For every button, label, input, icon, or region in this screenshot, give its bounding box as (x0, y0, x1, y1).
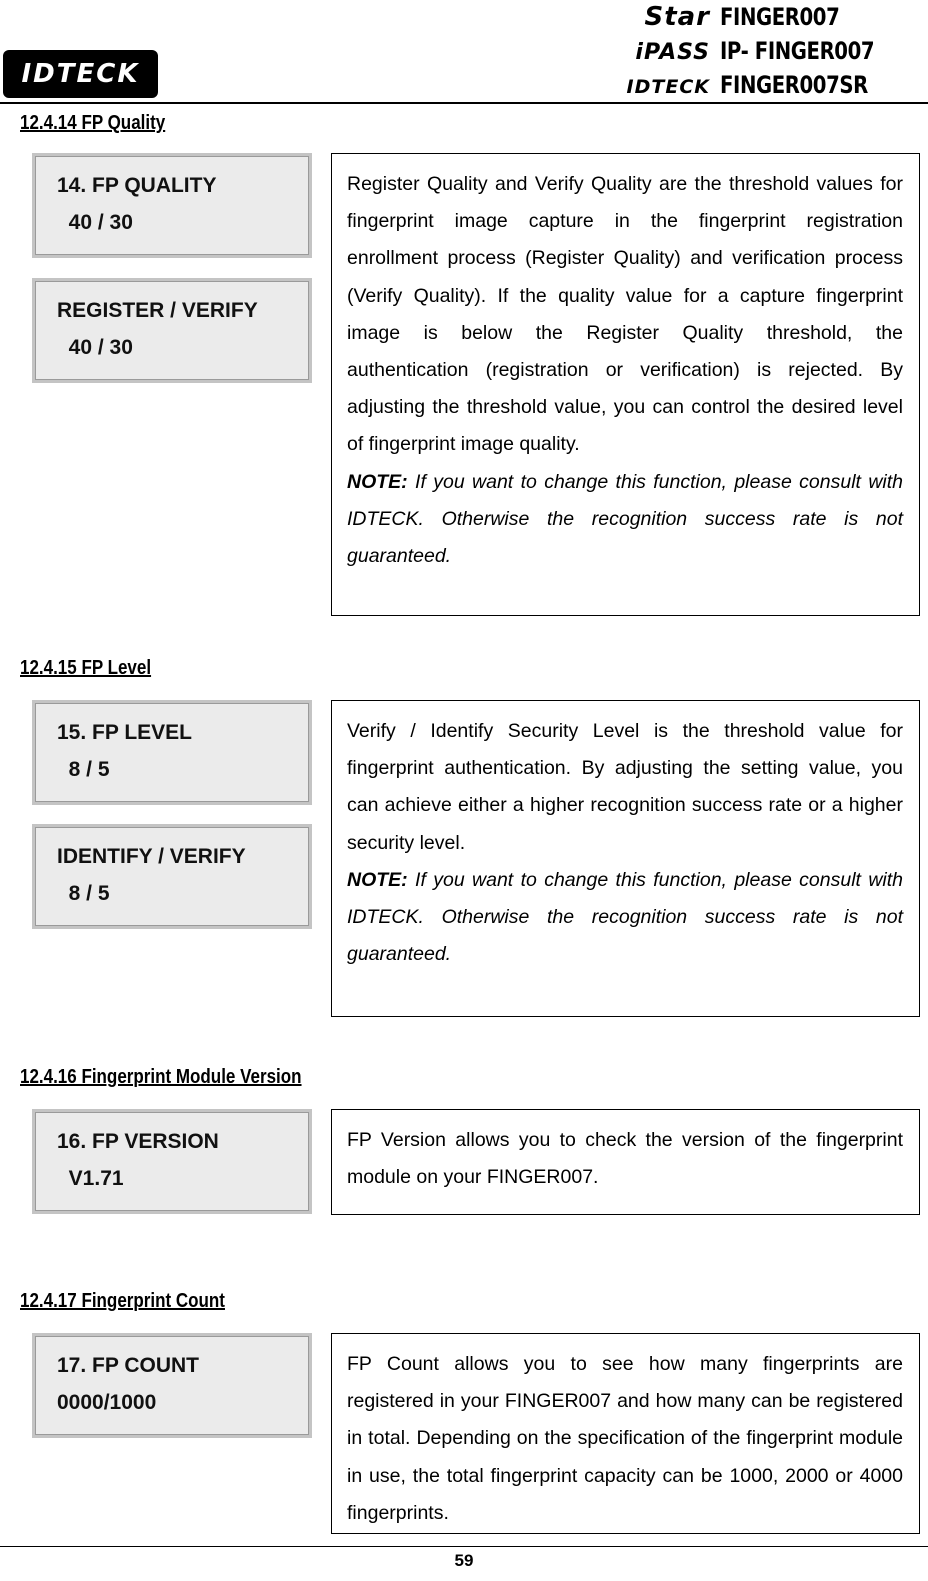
brand-line-ipass (602, 34, 922, 68)
idteck-logo: IDTECK (3, 50, 158, 98)
lcd-display-fp-quality (32, 153, 312, 258)
lcd-line-1: IDENTIFY / VERIFY (57, 845, 246, 868)
lcd-line-1: 16. FP VERSION (57, 1130, 219, 1153)
lcd-line-2: 40 / 30 (57, 211, 133, 234)
section-heading-fp-level: 12.4.15 FP Level (20, 657, 152, 679)
page-number: 59 (454, 1551, 474, 1570)
lcd-display-register-verify (32, 278, 312, 383)
lcd-line-1: 17. FP COUNT (57, 1354, 199, 1377)
product-brand-block (602, 0, 922, 102)
header-divider (0, 102, 928, 104)
lcd-line-2: 8 / 5 (57, 882, 110, 905)
lcd-line-1: 14. FP QUALITY (57, 174, 217, 197)
lcd-line-1: 15. FP LEVEL (57, 721, 192, 744)
note-label: NOTE: (347, 868, 408, 891)
brand-line-star (602, 0, 922, 34)
section-heading-fp-version: 12.4.16 Fingerprint Module Version (20, 1066, 302, 1088)
note-text (347, 464, 903, 576)
lcd-display-identify-verify (32, 824, 312, 929)
lcd-display-fp-version (32, 1109, 312, 1214)
brand-model: FINGER007 (720, 3, 840, 31)
note-text (347, 862, 903, 974)
description-text: Verify / Identify Security Level is the threshold value for fingerprint authentication. By adjusting the setting value, you can achieve either a higher recognition success rate or a higher security level. (347, 720, 903, 854)
note-label: NOTE: (347, 470, 408, 493)
brand-prefix: IDTECK (626, 76, 710, 98)
brand-model: FINGER007SR (720, 71, 868, 99)
description-box-fp-quality (331, 153, 920, 616)
lcd-line-2: V1.71 (57, 1167, 124, 1190)
note-body: If you want to change this function, please consult with IDTECK. Otherwise the recognition success rate is not guaranteed. (347, 470, 903, 568)
description-text: FP Version allows you to check the version of the fingerprint module on your FINGER007. (347, 1129, 903, 1189)
footer-divider (0, 1546, 928, 1547)
section-heading-fp-quality: 12.4.14 FP Quality (20, 112, 166, 134)
lcd-line-2: 0000/1000 (57, 1391, 157, 1414)
lcd-display-fp-level (32, 700, 312, 805)
section-heading-fp-count: 12.4.17 Fingerprint Count (20, 1290, 225, 1312)
brand-prefix: iPASS (635, 40, 710, 65)
brand-prefix: Star (644, 2, 710, 32)
description-box-fp-count (331, 1333, 920, 1534)
lcd-line-2: 40 / 30 (57, 336, 133, 359)
note-body: If you want to change this function, please consult with IDTECK. Otherwise the recognition success rate is not guaranteed. (347, 868, 903, 966)
brand-line-idteck (602, 68, 922, 102)
lcd-line-1: REGISTER / VERIFY (57, 299, 258, 322)
description-box-fp-version (331, 1109, 920, 1215)
description-text: Register Quality and Verify Quality are the threshold values for fingerprint image capture in the fingerprint registration enrollment process (Register Quality) and verification process (Verify Quality). If the quality value for a capture fingerprint image is below the Register Quality threshold, the authentication (registration or verification) is rejected. By adjusting the threshold value, you can control the desired level of fingerprint image quality. (347, 173, 903, 456)
lcd-line-2: 8 / 5 (57, 758, 110, 781)
brand-model: IP- FINGER007 (720, 37, 875, 65)
description-text: FP Count allows you to see how many fingerprints are registered in your FINGER007 and how many can be registered in total. Depending on the specification of the fingerprint module in use, the total fingerprint capacity can be 1000, 2000 or 4000 fingerprints. (347, 1353, 903, 1524)
description-box-fp-level (331, 700, 920, 1017)
lcd-display-fp-count (32, 1333, 312, 1438)
